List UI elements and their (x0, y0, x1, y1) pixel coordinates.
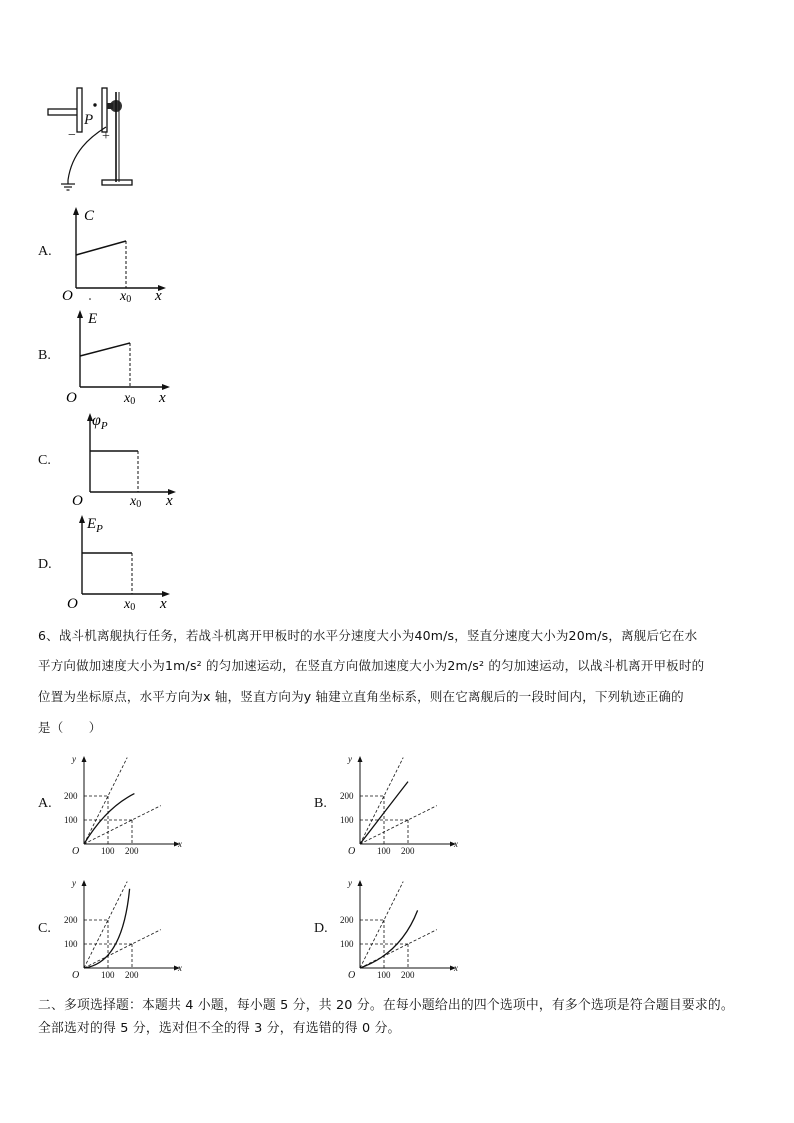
y-axis-arrow (82, 756, 87, 762)
point-p-label: P (84, 112, 94, 128)
y-axis-arrow (82, 880, 87, 886)
q5-d-y-label: $E_P$ (87, 516, 103, 535)
q5-a-x-label: x (155, 288, 162, 302)
q5-a-x0: x0 (120, 289, 132, 302)
y-tick-100: 100 (64, 939, 78, 949)
trajectory-curve (84, 794, 134, 844)
q5-option-a-letter[interactable]: A. (38, 244, 52, 259)
q5-c-y-label: $\varphi_P$ (92, 412, 108, 432)
q6-option-d-letter[interactable]: D. (314, 921, 328, 936)
q6-option-c-graph (60, 876, 185, 981)
x-axis-label: x (454, 839, 458, 849)
y-axis-arrow (358, 880, 363, 886)
q5-c-x-label: x (166, 493, 173, 508)
y-tick-100: 100 (340, 815, 354, 825)
q5-option-b-graph (58, 307, 178, 405)
section-2-line-1: 二、多项选择题：本题共 4 小题，每小题 5 分，共 20 分。在每小题给出的四个选项中，有多个选项是符合题目要求的。 (38, 998, 734, 1013)
origin-label: O (348, 846, 356, 857)
q5-b-y-label: E (88, 311, 98, 327)
q6-option-a-graph (60, 752, 185, 857)
q6-option-a-letter[interactable]: A. (38, 796, 52, 811)
x-axis-label: x (178, 839, 182, 849)
q6-line-3: 位置为坐标原点，水平方向为x 轴，竖直方向为y 轴建立直角坐标系，则在它离舰后的一段时间内，下列轨迹正确的 (38, 689, 684, 704)
dashed-line-steep (360, 882, 403, 968)
q5-a-line (76, 241, 126, 255)
y-axis-label: y (72, 878, 76, 888)
x-tick-100: 100 (101, 846, 115, 856)
q5-b-line (80, 343, 130, 356)
q5-d-x-label: x (160, 596, 167, 612)
x-tick-100: 100 (377, 846, 391, 856)
q6-line-4: 是（ ） (38, 720, 102, 735)
q5-b-x-label: x (159, 390, 166, 405)
origin-label: O (72, 970, 80, 981)
q5-option-d-graph (62, 512, 177, 612)
y-tick-100: 100 (64, 815, 78, 825)
q6-option-b-graph (336, 752, 461, 857)
q5-d-origin: O (67, 596, 78, 612)
q5-c-origin: O (72, 493, 83, 508)
dashed-line-shallow (84, 930, 161, 968)
q5-a-y-label: C (84, 208, 95, 224)
q6-option-b-letter[interactable]: B. (314, 796, 327, 811)
q5-option-b-letter[interactable]: B. (38, 348, 51, 363)
q6-option-d-graph (336, 876, 461, 981)
y-tick-200: 200 (64, 915, 78, 925)
dashed-line-shallow (360, 806, 437, 844)
y-axis-arrow (358, 756, 363, 762)
x-tick-200: 200 (125, 970, 139, 980)
q5-d-x0: x0 (124, 597, 136, 612)
x-tick-200: 200 (401, 846, 415, 856)
x-tick-200: 200 (125, 846, 139, 856)
origin-label: O (72, 846, 80, 857)
dashed-line-steep (84, 758, 127, 844)
dashed-line-shallow (360, 930, 437, 968)
trajectory-curve (84, 889, 130, 968)
x-axis-label: x (454, 963, 458, 973)
y-axis-label: y (348, 754, 352, 764)
x-tick-100: 100 (101, 970, 115, 980)
q6-line-1: 6、战斗机离舰执行任务，若战斗机离开甲板时的水平分速度大小为40m/s，竖直分速度大小为20m/s，离舰后它在水 (38, 628, 698, 643)
q5-option-a-graph (58, 204, 173, 302)
plus-sign: + (102, 129, 110, 144)
trajectory-curve (360, 782, 408, 844)
y-axis-label: y (72, 754, 76, 764)
q5-option-c-letter[interactable]: C. (38, 453, 51, 468)
origin-label: O (348, 970, 356, 981)
q5-a-origin: O (62, 288, 73, 302)
q6-line-2: 平方向做加速度大小为1m/s² 的匀加速运动，在竖直方向做加速度大小为2m/s² 的匀加速运动，以战斗机离开甲板时的 (38, 658, 705, 673)
x-tick-100: 100 (377, 970, 391, 980)
q5-c-x0: x0 (130, 494, 142, 508)
dashed-line-steep (84, 882, 127, 968)
y-tick-200: 200 (340, 915, 354, 925)
q6-option-c-letter[interactable]: C. (38, 921, 51, 936)
y-axis-label: y (348, 878, 352, 888)
y-tick-100: 100 (340, 939, 354, 949)
q5-b-origin: O (66, 390, 77, 405)
dashed-line-shallow (84, 806, 161, 844)
trajectory-curve (360, 910, 418, 968)
x-axis-label: x (178, 963, 182, 973)
y-tick-200: 200 (64, 791, 78, 801)
q5-b-x0: x0 (124, 391, 136, 405)
y-tick-200: 200 (340, 791, 354, 801)
section-2-line-2: 全部选对的得 5 分，选对但不全的得 3 分，有选错的得 0 分。 (38, 1021, 401, 1036)
minus-sign: − (68, 128, 76, 143)
q5-option-c-graph (68, 408, 183, 508)
dashed-line-steep (360, 758, 403, 844)
x-tick-200: 200 (401, 970, 415, 980)
capacitor-apparatus-figure (40, 82, 150, 192)
q5-option-d-letter[interactable]: D. (38, 557, 52, 572)
